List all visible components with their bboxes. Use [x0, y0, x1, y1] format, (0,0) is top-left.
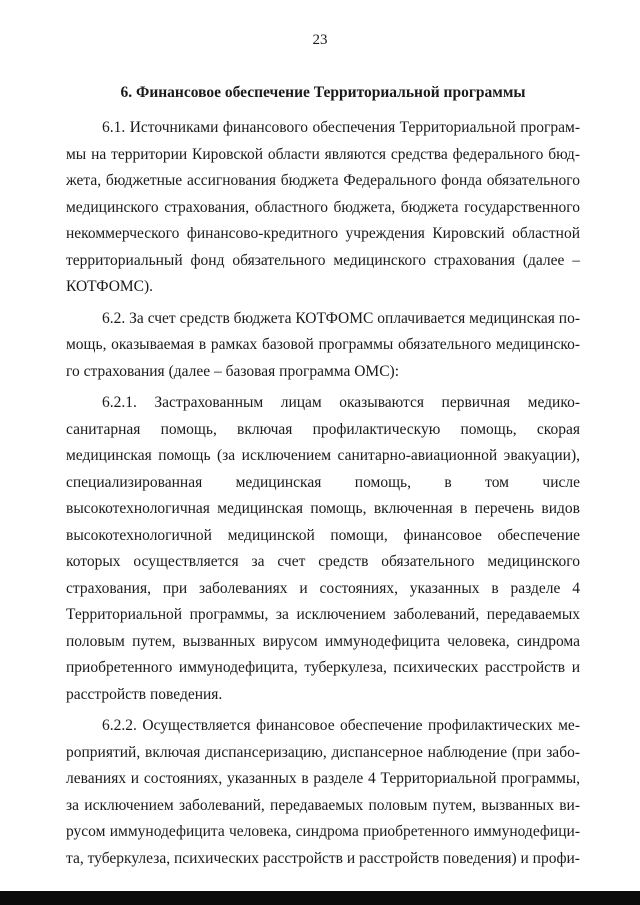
page-number: 23 — [312, 32, 328, 48]
section-title: 6. Финансовое обеспечение Территориальной программы — [120, 84, 526, 101]
document-body — [66, 84, 580, 877]
paragraph-6-2-1: 6.2.1. Застрахованным лицам оказываются первичная медико-санитарная помощь, включая профилактическую помощь, скорая медицинская помощь (за исключением санитарно-авиационной эвакуации), специализированная медицинская помощь, в том числе высокотехнологичная медицинская помощь, включенная в перечень видов высокотехнологичной медицинской помощи, финансовое обеспечение которых осуществляется за счет средств обязательного медицинского страхования, при заболеваниях и состояниях, указанных в разделе 4 Территориальной программы, за исключением заболеваний, передаваемых половым путем, вызванных вирусом иммунодефицита человека, синдрома приобретенного иммунодефицита, туберкулеза, психических расстройств и расстройств поведения. — [66, 394, 580, 703]
paragraph-6-2-2: 6.2.2. Осуществляется финансовое обеспечение профилактических мероприятий, включая диспансеризацию, диспансерное наблюдение (при заболеваниях и состояниях, указанных в разделе 4 Территориальной программы, за исключением заболеваний, передаваемых половым путем, вызванных вирусом иммунодефицита человека, синдрома приобретенного иммунодефицита, туберкулеза, психических расстройств и расстройств поведения) и профи- — [66, 717, 580, 867]
scan-edge-bar — [0, 891, 640, 905]
paragraph-6-2: 6.2. За счет средств бюджета КОТФОМС оплачивается медицинская помощь, оказываемая в рамках базовой программы обязательного медицинского страхования (далее – базовая программа ОМС): — [66, 309, 580, 380]
paragraph-6-1: 6.1. Источниками финансового обеспечения Территориальной программы на территории Кировской области являются средства федерального бюджета, бюджетные ассигнования бюджета Федерального фонда обязательного медицинского страхования, областного бюджета, бюджета государственного некоммерческого финансово-кредитного учреждения Кировский областной территориальный фонд обязательного медицинского страхования (далее – КОТФОМС). — [66, 119, 580, 295]
